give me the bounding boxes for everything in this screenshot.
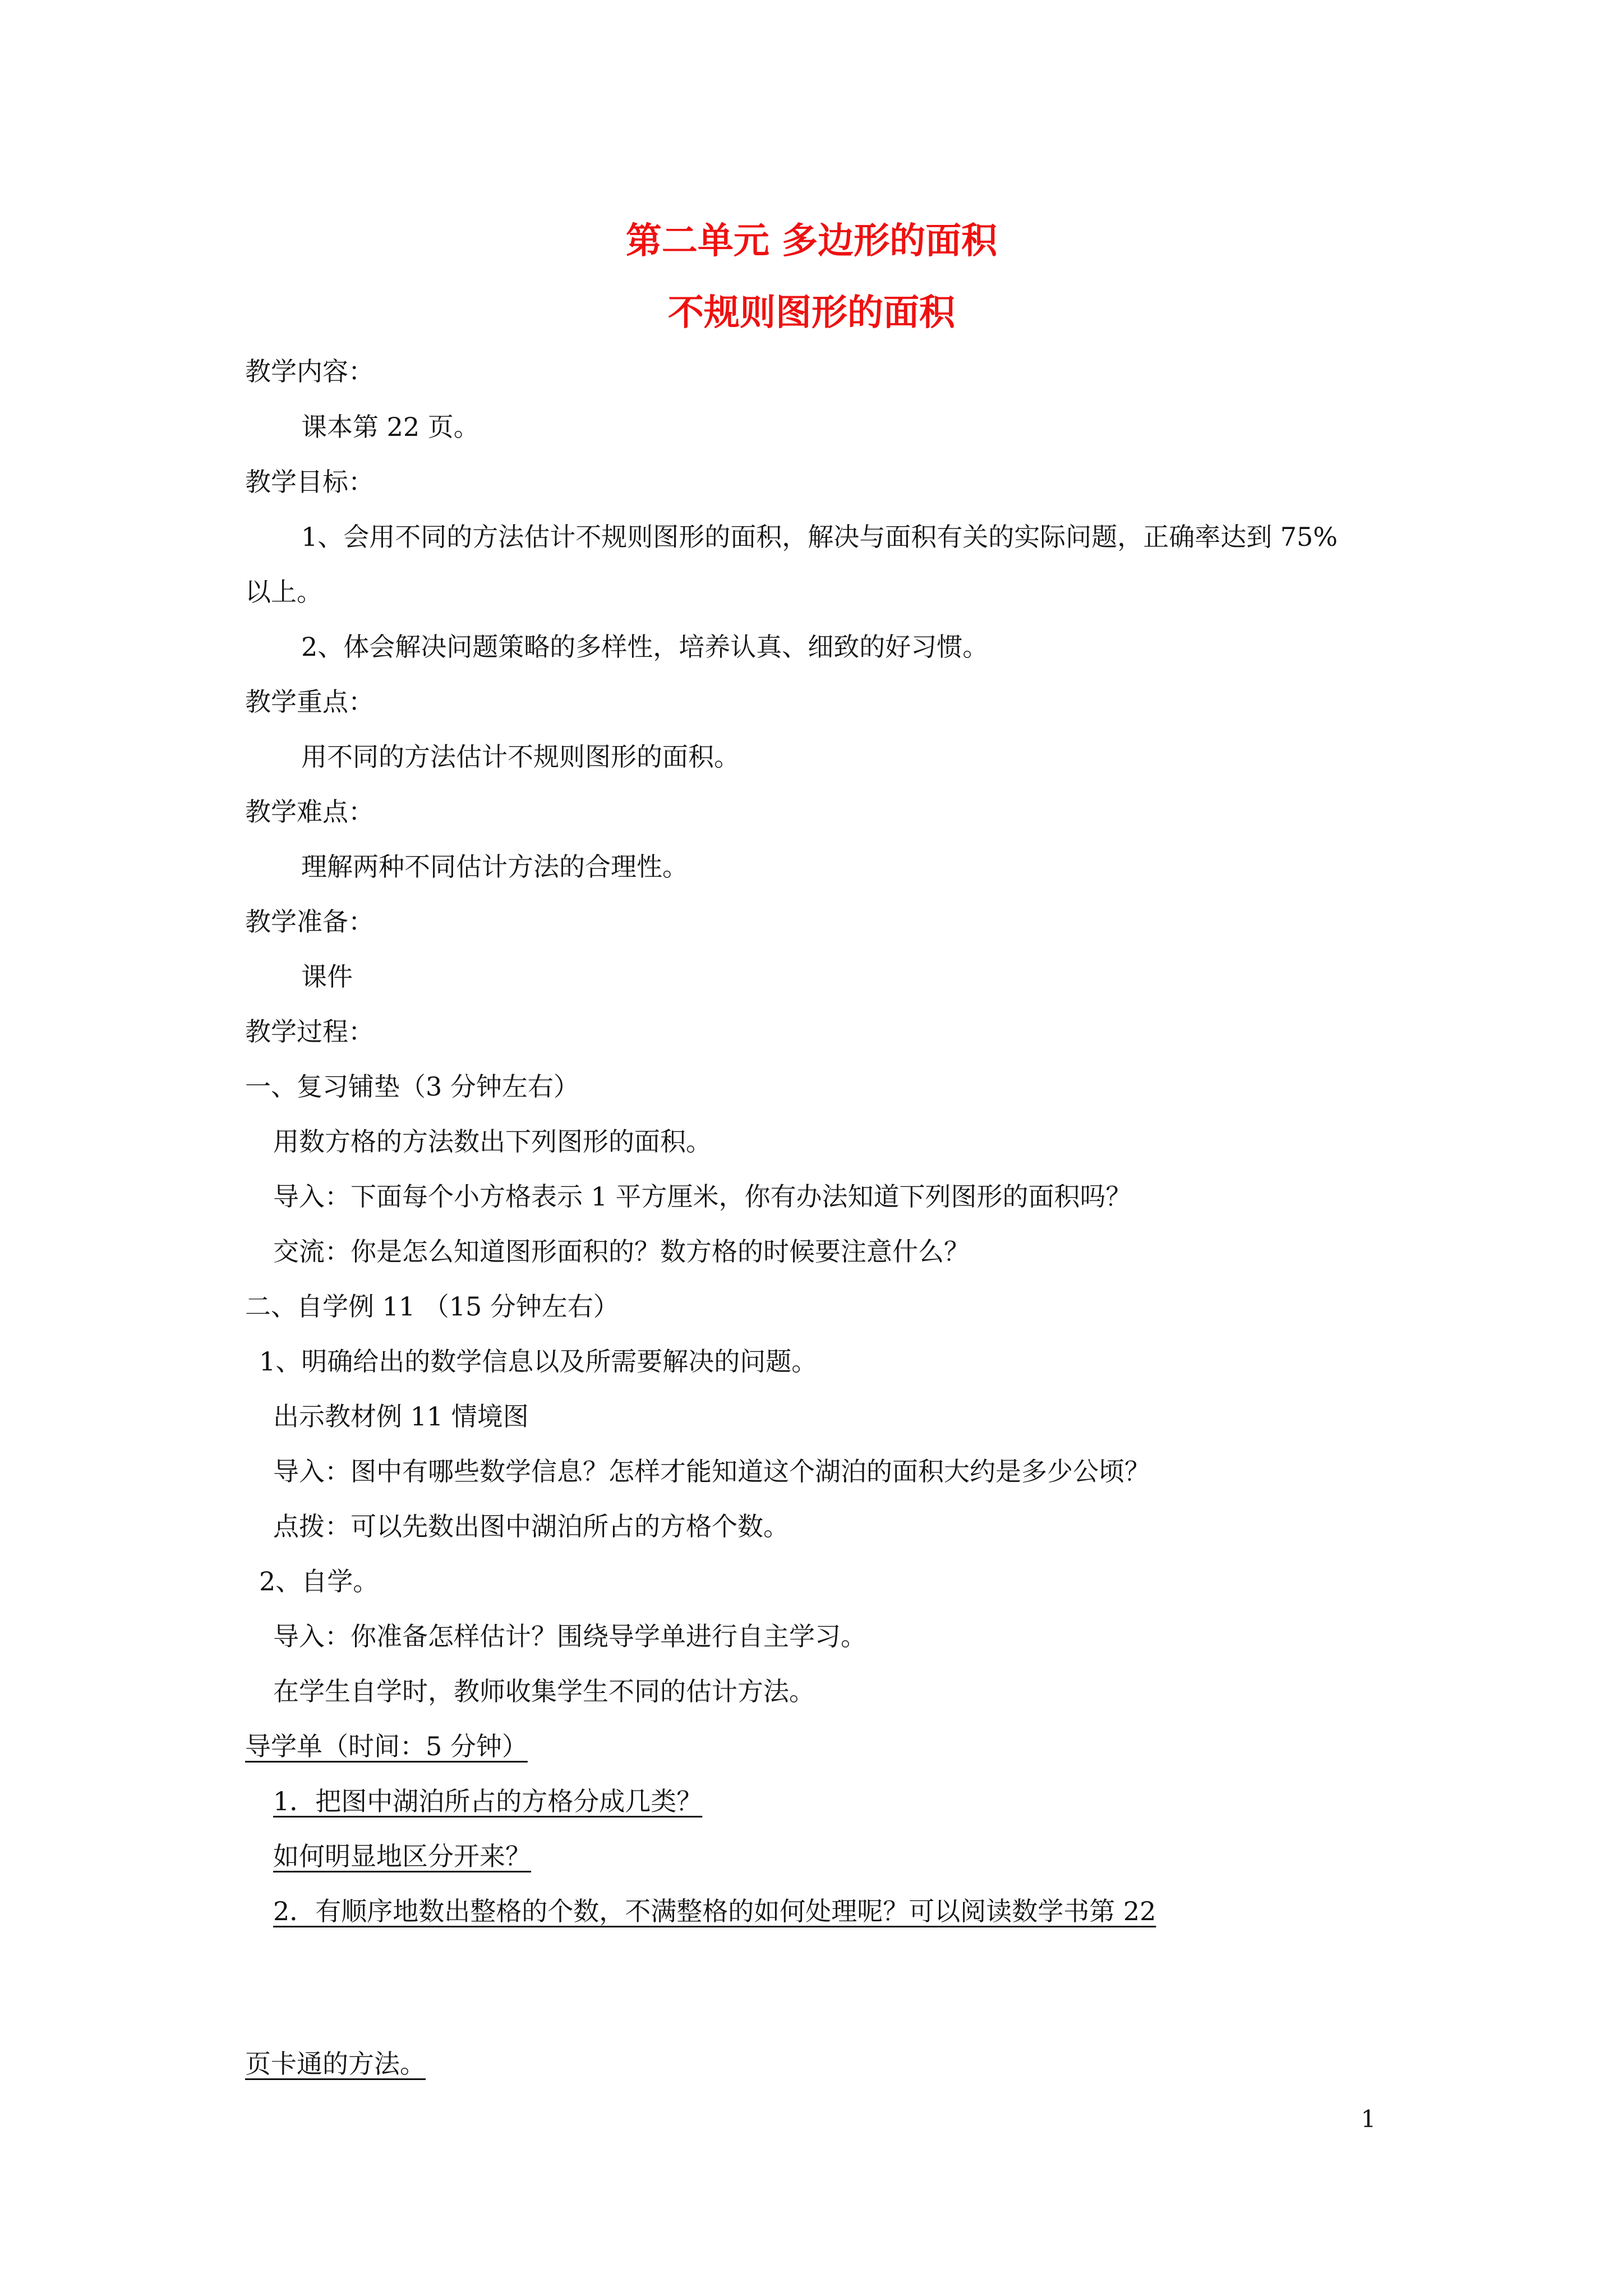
paragraph: 用数方格的方法数出下列图形的面积。 bbox=[273, 1126, 712, 1157]
heading-preparation: 教学准备： bbox=[245, 907, 374, 937]
worksheet-item: 如何明显地区分开来？ bbox=[273, 1841, 531, 1871]
section-heading: 二、自学例 11 （15 分钟左右） bbox=[245, 1291, 619, 1322]
paragraph: 理解两种不同估计方法的合理性。 bbox=[301, 852, 688, 882]
paragraph: 导入：图中有哪些数学信息？怎样才能知道这个湖泊的面积大约是多少公顷？ bbox=[273, 1456, 1150, 1487]
paragraph: 以上。 bbox=[245, 577, 322, 607]
paragraph: 用不同的方法估计不规则图形的面积。 bbox=[301, 742, 740, 772]
worksheet-heading: 导学单（时间：5 分钟） bbox=[245, 1731, 528, 1761]
worksheet-item: 2．有顺序地数出整格的个数，不满整格的如何处理呢？可以阅读数学书第 22 bbox=[273, 1896, 1156, 1926]
paragraph: 出示教材例 11 情境图 bbox=[273, 1401, 529, 1432]
paragraph: 2、自学。 bbox=[259, 1566, 379, 1596]
paragraph: 交流：你是怎么知道图形面积的？数方格的时候要注意什么？ bbox=[273, 1236, 970, 1267]
worksheet-item: 1．把图中湖泊所占的方格分成几类？ bbox=[273, 1786, 703, 1816]
heading-objectives: 教学目标： bbox=[245, 467, 374, 497]
page-number: 1 bbox=[1361, 2105, 1376, 2133]
paragraph: 1、明确给出的数学信息以及所需要解决的问题。 bbox=[259, 1346, 818, 1377]
paragraph: 课本第 22 页。 bbox=[301, 412, 479, 442]
heading-process: 教学过程： bbox=[245, 1016, 374, 1047]
paragraph: 在学生自学时，教师收集学生不同的估计方法。 bbox=[273, 1676, 815, 1706]
paragraph: 导入：你准备怎样估计？围绕导学单进行自主学习。 bbox=[273, 1621, 866, 1651]
heading-content: 教学内容： bbox=[245, 356, 374, 386]
paragraph: 点拨：可以先数出图中湖泊所占的方格个数。 bbox=[273, 1511, 789, 1542]
paragraph: 导入：下面每个小方格表示 1 平方厘米，你有办法知道下列图形的面积吗？ bbox=[273, 1181, 1132, 1212]
heading-difficulties: 教学难点： bbox=[245, 797, 374, 827]
section-heading: 一、复习铺垫（3 分钟左右） bbox=[245, 1071, 579, 1102]
worksheet-item: 页卡通的方法。 bbox=[245, 2049, 426, 2079]
paragraph: 2、体会解决问题策略的多样性，培养认真、细致的好习惯。 bbox=[301, 632, 989, 662]
page-title: 第二单元 多边形的面积 bbox=[625, 220, 998, 262]
paragraph: 课件 bbox=[301, 961, 353, 992]
paragraph: 1、会用不同的方法估计不规则图形的面积，解决与面积有关的实际问题，正确率达到 75% bbox=[301, 522, 1338, 552]
heading-key-points: 教学重点： bbox=[245, 687, 374, 717]
page-subtitle: 不规则图形的面积 bbox=[668, 292, 955, 334]
